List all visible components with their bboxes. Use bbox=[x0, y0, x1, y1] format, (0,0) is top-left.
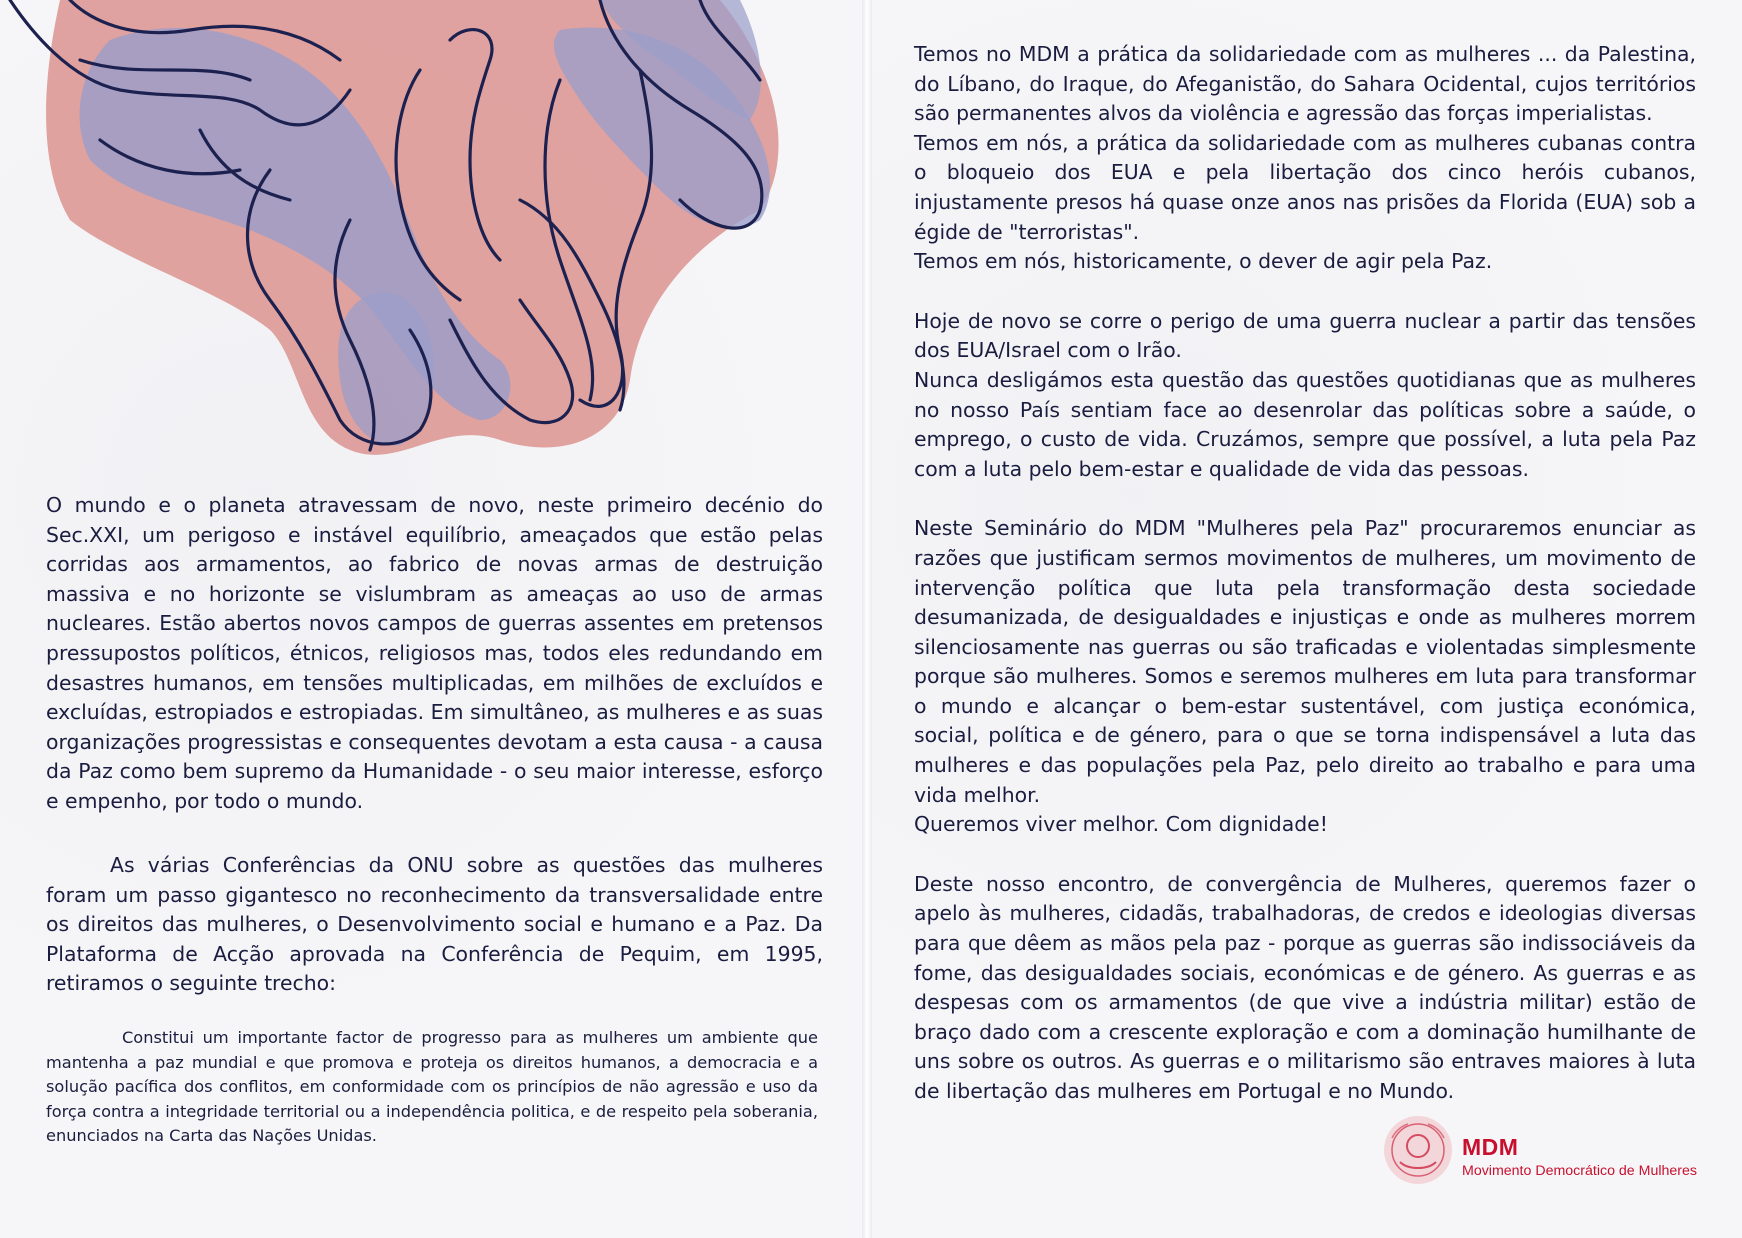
paragraph-gap bbox=[914, 277, 1696, 307]
paragraph-text: As várias Conferências da ONU sobre as questões das mulheres foram um passo gigantesco no reconhecimento da transversalidade entre os direitos das mulheres, o Desenvolvimento social e humano e a Paz. Da Plataforma de Acção aprovada na Conferência de Pequim, em 1995, retiramos o seguinte trecho: bbox=[46, 853, 823, 996]
left-paragraph-1 bbox=[46, 491, 823, 817]
right-column bbox=[914, 40, 1696, 1107]
mdm-logo bbox=[1378, 1110, 1698, 1200]
quote-text: Constitui um importante factor de progresso para as mulheres um ambiente que mantenha a paz mundial e que promova e proteja os direitos humanos, a democracia e a solução pacífica dos conflitos, em conformidade com os princípios de não agressão e uso da força contra a integridade territorial ou a independência politica, e de respeito pela soberania, enunciados na Carta das Nações Unidas. bbox=[46, 1028, 818, 1146]
hands-color-fill bbox=[46, 0, 778, 455]
left-page bbox=[0, 0, 862, 1238]
nuclear-line-2: Nunca desligámos esta questão das questões quotidianas que as mulheres no nosso País sentiam face ao desenrolar das políticas sobre a saúde, o emprego, o custo de vida. Cruzámos, sempre que possível, a luta pela Paz com a luta pelo bem-estar e qualidade de vida das pessoas. bbox=[914, 367, 1696, 481]
hands-illustration bbox=[0, 0, 862, 470]
appeal-paragraph: Deste nosso encontro, de convergência de Mulheres, queremos fazer o apelo às mulheres, cidadãs, trabalhadoras, de credos e ideologias diversas para que dêem as mãos pela paz - porque as guerras são indissociáveis da fome, das desigualdades sociais, económicas e de género. As guerras e as despesas com os armamentos (de que vive a indústria militar) estão de braço dado com a crescente exploração e com a dominação humilhante de uns sobre os outros. As guerras e o militarismo são entraves maiores à luta de libertação das mulheres em Portugal e no Mundo. bbox=[914, 871, 1696, 1103]
page-gutter bbox=[862, 0, 872, 1238]
seminar-paragraph-end: Queremos viver melhor. Com dignidade! bbox=[914, 812, 1328, 837]
solidarity-line-3: Temos em nós, historicamente, o dever de agir pela Paz. bbox=[914, 249, 1493, 274]
beijing-platform-quote bbox=[46, 1026, 818, 1149]
nuclear-line-1: Hoje de novo se corre o perigo de uma guerra nuclear a partir das tensões dos EUA/Israel com o Irão. bbox=[914, 308, 1696, 363]
solidarity-line-1: Temos no MDM a prática da solidariedade com as mulheres ... da Palestina, do Líbano, do Iraque, do Afeganistão, do Sahara Ocidental, cujos territórios são permanentes alvos da violência e agressão das forças imperialistas. bbox=[914, 42, 1696, 126]
paragraph-gap bbox=[914, 840, 1696, 870]
seminar-paragraph: Neste Seminário do MDM "Mulheres pela Paz" procuraremos enunciar as razões que justificam sermos movimentos de mulheres, um movimento de intervenção política que luta pela transformação desta sociedade desumanizada, de desigualdades e injustiças e onde as mulheres morrem silenciosamente nas guerras ou são traficadas e violentadas simplesmente porque são mulheres. Somos e seremos mulheres em luta para transformar o mundo e alcançar o bem-estar sustentável, com justiça económica, social, política e de género, para o que se torna indispensável a luta das mulheres e das populações pela Paz, pelo direito ao trabalho e para uma vida melhor. bbox=[914, 516, 1696, 807]
logo-emblem-icon bbox=[1378, 1110, 1458, 1190]
solidarity-line-2: Temos em nós, a prática da solidariedade com as mulheres cubanas contra o bloqueio dos EUA e pela libertação dos cinco heróis cubanos, injustamente presos há quase onze anos nas prisões da Florida (EUA) sob a égide de "terroristas". bbox=[914, 130, 1696, 244]
paragraph-gap bbox=[914, 484, 1696, 514]
left-paragraph-2 bbox=[46, 851, 823, 999]
paragraph-text: O mundo e o planeta atravessam de novo, neste primeiro decénio do Sec.XXI, um perigoso e instável equilíbrio, ameaçados que estão pelas corridas aos armamentos, ao fabrico de novas armas de destruição massiva e no horizonte se vislumbram as ameaças ao uso de armas nucleares. Estão abertos novos campos de guerras assentes em pretensos pressupostos políticos, étnicos, religiosos mas, todos eles redundando em desastres humanos, em tensões multiplicadas, em milhões de excluídos e excluídas, estropiados e estropiadas. Em simultâneo, as mulheres e as suas organizações progressistas e consequentes devotam a esta causa - a causa da Paz como bem supremo da Humanidade - o seu maior interesse, esforço e empenho, por todo o mundo. bbox=[46, 493, 823, 813]
logo-name: MDM bbox=[1462, 1134, 1519, 1160]
logo-subtitle: Movimento Democrático de Mulheres bbox=[1462, 1163, 1697, 1179]
